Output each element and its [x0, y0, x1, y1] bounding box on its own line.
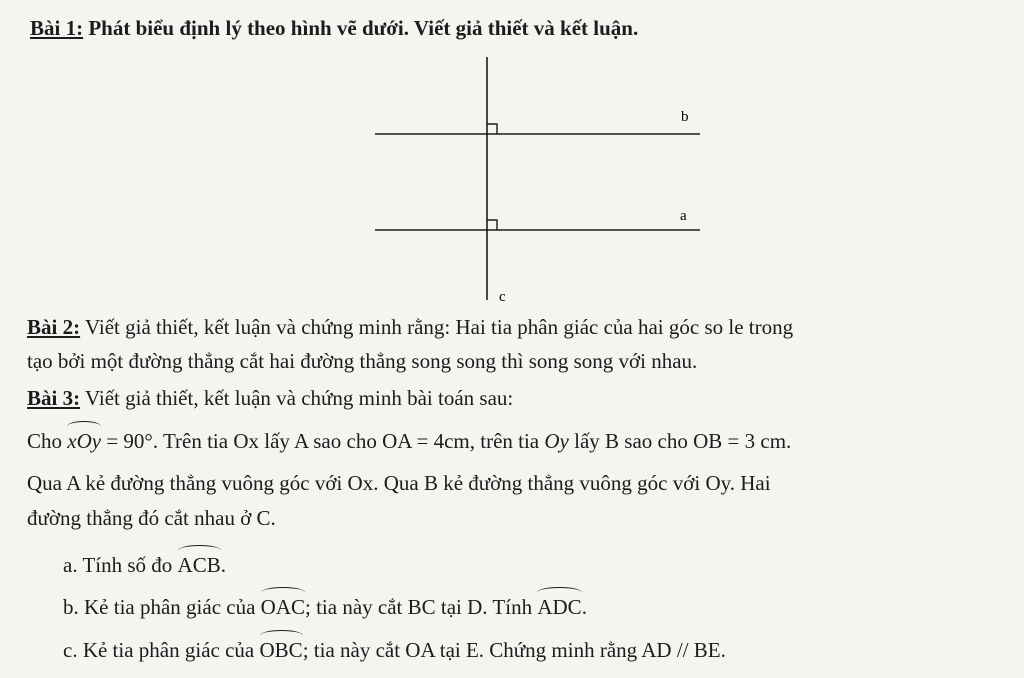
item-b-prefix: b. Kẻ tia phân giác của: [63, 595, 261, 619]
bai3-item-b: [63, 591, 587, 621]
angle-oac: OAC: [261, 591, 305, 621]
bai3-line3: đường thẳng đó cắt nhau ở C.: [27, 506, 276, 530]
bai3-cho: Cho: [27, 429, 68, 453]
item-b-suffix: .: [581, 595, 587, 619]
bai3-rest1: lấy B sao cho OB = 3 cm.: [568, 429, 792, 453]
bai2-line1: [27, 313, 793, 341]
bai2-text1: Viết giả thiết, kết luận và chứng minh rằng: Hai tia phân giác của hai góc so le trong: [80, 315, 794, 339]
bai3-eq90: = 90°. Trên tia Ox lấy A sao cho OA = 4cm, trên tia: [101, 429, 545, 453]
bai3-title: Bài 3:: [27, 386, 81, 410]
item-c-suffix: ; tia này cắt OA tại E. Chứng minh rằng AD // BE.: [302, 638, 726, 662]
bai3-intro: Viết giả thiết, kết luận và chứng minh bài toán sau:: [80, 386, 514, 410]
angle-obc: OBC: [260, 634, 303, 664]
bai2-title: Bài 2:: [27, 315, 81, 339]
bai3-item-c: [63, 634, 726, 664]
bai1-line: [30, 14, 638, 42]
bai2-line2: tạo bởi một đường thẳng cắt hai đường thẳng song song thì song song với nhau.: [27, 349, 698, 373]
figure-svg: [370, 55, 710, 305]
item-a-prefix: a. Tính số đo: [63, 553, 178, 577]
item-c-prefix: c. Kẻ tia phân giác của: [63, 638, 260, 662]
label-b: b: [681, 109, 689, 125]
item-a-suffix: .: [220, 553, 226, 577]
bai3-line-intro: [27, 384, 513, 412]
bai1-text: Phát biểu định lý theo hình vẽ dưới. Viết giả thiết và kết luận.: [83, 16, 639, 40]
label-c: c: [499, 289, 506, 305]
angle-acb: ACB: [178, 549, 221, 579]
right-angle-mark-a: [487, 220, 497, 230]
bai3-line2: Qua A kẻ đường thẳng vuông góc với Ox. Qua B kẻ đường thẳng vuông góc với Oy. Hai: [27, 471, 771, 495]
item-b-mid: ; tia này cắt BC tại D. Tính: [305, 595, 538, 619]
bai1-title: Bài 1:: [30, 16, 84, 40]
bai3-item-a: [63, 549, 226, 579]
right-angle-mark-b: [487, 124, 497, 134]
angle-adc: ADC: [537, 591, 581, 621]
label-a: a: [680, 208, 687, 224]
bai3-oy: Oy: [544, 429, 569, 453]
figure-diagram: [370, 55, 710, 305]
angle-xoy: xOy: [67, 425, 101, 455]
bai3-line1: [27, 425, 791, 455]
